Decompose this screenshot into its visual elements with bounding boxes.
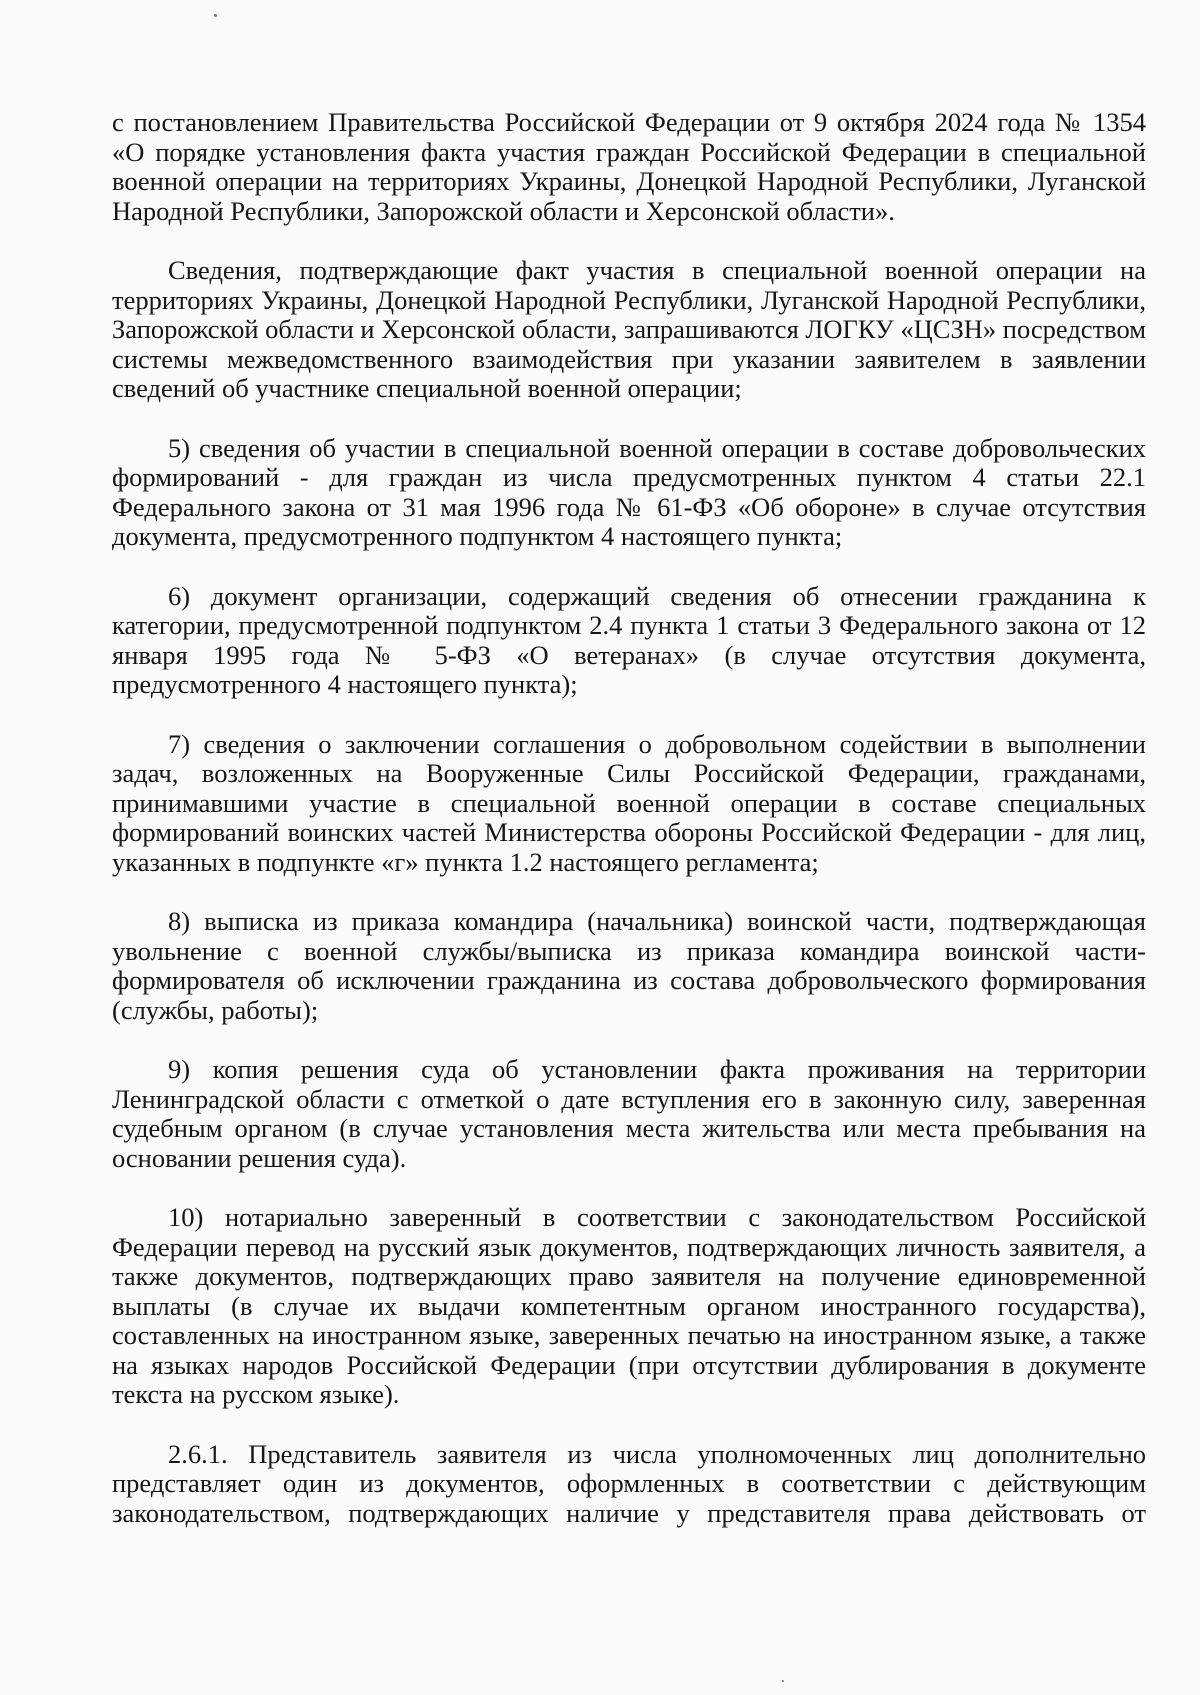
paragraph-item-8: 8) выписка из приказа командира (начальника) воинской части, подтверждающая увольнение с военной службы/выписка из приказа командира воинской части-формирователя об исключении гражданина из состава добровольческого формирования (службы, работы); [112, 906, 1146, 1025]
paragraph-item-6: 6) документ организации, содержащий сведения об отнесении гражданина к категории, предусмотренной подпунктом 2.4 пункта 1 статьи 3 Федерального закона от 12 января 1995 года № 5-ФЗ «О ветеранах» (в случае отсутствия документа, предусмотренного 4 настоящего пункта); [112, 580, 1146, 699]
paragraph-item-9: 9) копия решения суда об установлении факта проживания на территории Ленинградской области с отметкой о дате вступления его в законную силу, заверенная судебным органом (в случае установления места жительства или места пребывания на основании решения суда). [112, 1054, 1146, 1173]
scan-speck [782, 1680, 784, 1682]
scan-speck [214, 14, 217, 17]
paragraph-section-2-6-1: 2.6.1. Представитель заявителя из числа уполномоченных лиц дополнительно представляет один из документов, оформленных в соответствии с действующим законодательством, подтверждающих наличие у представителя права действовать от [112, 1438, 1146, 1528]
paragraph-svo-information: Сведения, подтверждающие факт участия в специальной военной операции на территориях Украины, Донецкой Народной Республики, Луганской Народной Республики, Запорожской области и Херсонской области, запрашиваются ЛОГКУ «ЦСЗН» посредством системы межведомственного взаимодействия при указании заявителем в заявлении сведений об участнике специальной военной операции; [112, 255, 1146, 403]
paragraph-item-10: 10) нотариально заверенный в соответствии с законодательством Российской Федерации перевод на русский язык документов, подтверждающих личность заявителя, а также документов, подтверждающих право заявителя на получение единовременной выплаты (в случае их выдачи компетентным органом иностранного государства), составленных на иностранном языке, заверенных печатью на иностранном языке, а также на языках народов Российской Федерации (при отсутствии дублирования в документе текста на русском языке). [112, 1202, 1146, 1409]
paragraph-item-5: 5) сведения об участии в специальной военной операции в составе добровольческих формирований - для граждан из числа предусмотренных пунктом 4 статьи 22.1 Федерального закона от 31 мая 1996 года № 61-ФЗ «Об обороне» в случае отсутствия документа, предусмотренного подпунктом 4 настоящего пункта; [112, 432, 1146, 551]
paragraph-item-7: 7) сведения о заключении соглашения о добровольном содействии в выполнении задач, возложенных на Вооруженные Силы Российской Федерации, гражданами, принимавшими участие в специальной военной операции в составе специальных формирований воинских частей Министерства обороны Российской Федерации - для лиц, указанных в подпункте «г» пункта 1.2 настоящего регламента; [112, 728, 1146, 877]
paragraph-continuation: с постановлением Правительства Российской Федерации от 9 октября 2024 года № 1354 «О порядке установления факта участия граждан Российской Федерации в специальной военной операции на территориях Украины, Донецкой Народной Республики, Луганской Народной Республики, Запорожской области и Херсонской области». [112, 107, 1146, 226]
document-body [112, 108, 1146, 1528]
